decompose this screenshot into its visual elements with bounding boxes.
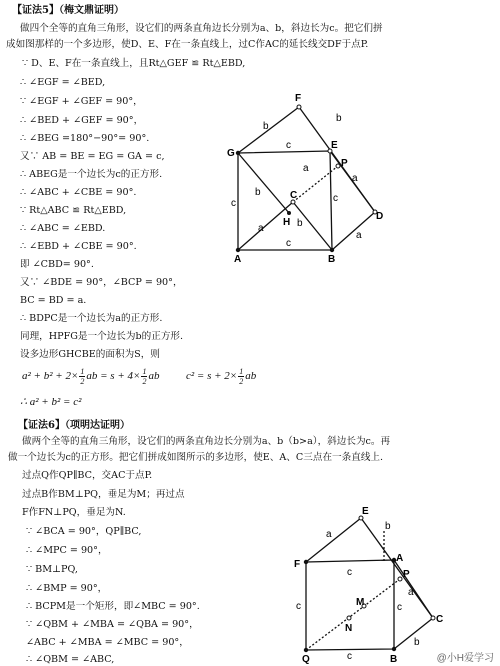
- proof6-step: ∴ ∠BMP = 90°，: [26, 583, 108, 594]
- side-label-c: c: [286, 238, 291, 249]
- proof5-step: BC = BD = a.: [20, 295, 87, 306]
- side-label-c: c: [286, 140, 291, 151]
- proof5-step: ∴ ∠BEG =180°−90°= 90°.: [20, 133, 150, 144]
- side-label-a: a: [408, 587, 414, 598]
- side-label-c: c: [347, 651, 352, 662]
- proof5-step: ∵ D、E、F在一条直线上，且Rt△GEF ≌ Rt△EBD,: [22, 58, 246, 69]
- side-label-b: b: [336, 113, 342, 124]
- segment-qp: [306, 579, 400, 650]
- side-label-c: c: [347, 567, 352, 578]
- label-d: D: [376, 211, 384, 222]
- side-label-b: b: [263, 121, 269, 132]
- label-h: H: [283, 217, 291, 228]
- eq2-end: ab: [245, 370, 257, 382]
- point-p: [398, 577, 402, 581]
- proof5-step: 设多边形GHCBE的面积为S，则: [20, 349, 160, 360]
- proof6-step: ∠ABC + ∠MBA = ∠MBC = 90°，: [26, 637, 189, 648]
- label-c: C: [290, 190, 298, 201]
- label-a: A: [234, 254, 242, 265]
- proof5-conclusion: ∴ a² + b² = c²: [20, 396, 82, 408]
- label-m: M: [356, 597, 365, 608]
- point-n: [347, 616, 351, 620]
- proof5-step: ∵ ∠EGF + ∠GEF = 90°，: [20, 96, 143, 107]
- fraction: $\frac{1}{2}$: [80, 366, 85, 386]
- side-label-b: b: [255, 187, 261, 198]
- proof6-step: 过点Q作QP∥BC，交AC于点P.: [22, 470, 153, 481]
- label-q: Q: [302, 654, 310, 665]
- watermark: @小H爱学习: [436, 653, 494, 664]
- point-q: [304, 648, 308, 652]
- proof6-step: F作FN⊥PQ，垂足为N.: [22, 507, 126, 518]
- side-label-b: b: [414, 637, 420, 648]
- fraction: $\frac{1}{2}$: [142, 366, 147, 386]
- proof6-step: ∴ ∠QBM = ∠ABC,: [26, 654, 115, 665]
- proof5-intro-line1: 做四个全等的直角三角形，设它们的两条直角边长分别为a、b，斜边长为c。把它们拼: [20, 23, 383, 34]
- point-b: [392, 647, 396, 651]
- proof5-step: ∴ ABEG是一个边长为c的正方形.: [20, 169, 163, 180]
- proof6-intro-line2: 做一个边长为c的正方形。把它们拼成如图所示的多边形，使E、A、C三点在一条直线上.: [8, 452, 384, 463]
- proof6-step: 过点B作BM⊥PQ，垂足为M；再过点: [22, 489, 185, 500]
- side-label-c: c: [333, 193, 338, 204]
- eq2-left: c² = s + 2×: [186, 370, 238, 382]
- side-label-a: a: [352, 173, 358, 184]
- point-f: [304, 560, 308, 564]
- proof5-step: ∴ ∠EGF = ∠BED,: [20, 77, 106, 88]
- label-b: B: [390, 654, 398, 665]
- proof6-step: ∴ ∠MPC = 90°，: [26, 545, 108, 556]
- proof5-step: ∴ BDPC是一个边长为a的正方形.: [20, 313, 163, 324]
- side-label-b: b: [385, 521, 391, 532]
- proof5-step: 即 ∠CBD= 90°.: [20, 259, 94, 270]
- proof5-step: ∵ Rt△ABC ≌ Rt△EBD,: [20, 205, 127, 216]
- proof6-title: 【证法6】（项明达证明）: [18, 420, 130, 431]
- side-label-c: c: [296, 601, 301, 612]
- proof5-title: 【证法5】（梅文鼎证明）: [12, 5, 124, 16]
- eq1-left: a² + b² + 2×: [22, 370, 79, 382]
- label-f: F: [295, 93, 302, 104]
- proof5-step: ∴ ∠ABC = ∠EBD.: [20, 223, 106, 234]
- label-n: N: [345, 623, 353, 634]
- label-c: C: [436, 614, 444, 625]
- side-label-b: b: [297, 218, 303, 229]
- side-label-a: a: [303, 163, 309, 174]
- proof6-step: ∴ BCPM是一个矩形，即∠MBC = 90°.: [26, 601, 200, 612]
- proof6-intro-line1: 做两个全等的直角三角形，设它们的两条直角边长分别为a、b（b>a），斜边长为c。再: [22, 436, 391, 447]
- side-label-c: c: [397, 602, 402, 613]
- label-e: E: [362, 506, 369, 517]
- proof5-step: ∴ ∠BED + ∠GEF = 90°，: [20, 115, 144, 126]
- side-label-a: a: [258, 223, 264, 234]
- proof5-step: 又∵ AB = BE = EG = GA = c,: [20, 151, 165, 162]
- proof5-step: 同理，HPFG是一个边长为b的正方形.: [20, 331, 184, 342]
- proof6-step: ∵ ∠QBM + ∠MBA = ∠QBA = 90°，: [26, 619, 199, 630]
- eq1-end: ab: [148, 370, 160, 382]
- proof6-step: ∵ ∠BCA = 90°，QP∥BC,: [26, 526, 142, 537]
- segment-fe: [306, 518, 361, 562]
- eq1-right: ab = s + 4×: [86, 370, 141, 382]
- proof5-intro-line2: 成如图那样的一个多边形，使D、E、F在一条直线上，过C作AC的延长线交DF于点P.: [6, 39, 369, 50]
- proof5-step: ∴ ∠ABC + ∠CBE = 90°.: [20, 187, 137, 198]
- side-label-a: a: [326, 529, 332, 540]
- label-f: F: [294, 559, 301, 570]
- point-c: [431, 616, 435, 620]
- side-label-c: c: [231, 198, 236, 209]
- label-p: P: [403, 569, 410, 580]
- label-b: B: [328, 254, 336, 265]
- side-label-a: a: [356, 230, 362, 241]
- proof5-step: 又∵ ∠BDE = 90°，∠BCP = 90°，: [20, 277, 183, 288]
- fraction: $\frac{1}{2}$: [239, 366, 244, 386]
- label-a: A: [396, 553, 404, 564]
- label-g: G: [227, 148, 235, 159]
- proof6-step: ∵ BM⊥PQ,: [26, 564, 78, 575]
- proof5-step: ∴ ∠EBD + ∠CBE = 90°.: [20, 241, 137, 252]
- label-e: E: [331, 140, 338, 151]
- label-p: P: [341, 158, 348, 169]
